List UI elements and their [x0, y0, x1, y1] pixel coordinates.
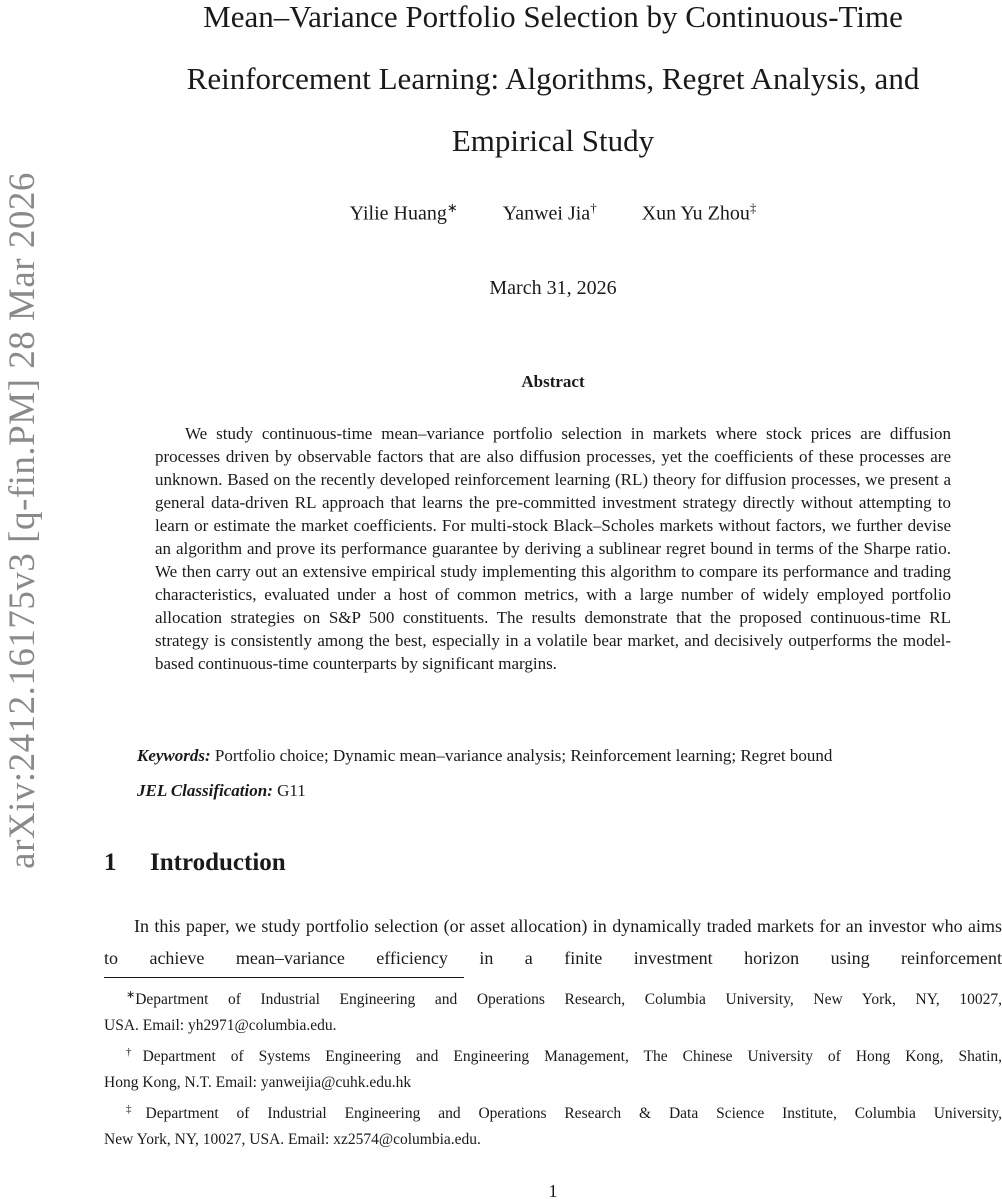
author-list	[104, 200, 1002, 226]
keywords-label: Keywords:	[137, 746, 211, 765]
footnote-3-line-1	[104, 1096, 1002, 1127]
footnote-1-text-1: Department of Industrial Engineering and Operations Research, Columbia University, New York, NY, 10027,	[135, 991, 1002, 1008]
author-2-footnote-mark: †	[590, 200, 597, 215]
author-3-name: Xun Yu Zhou	[642, 203, 750, 225]
author-1-footnote-mark: ∗	[447, 200, 458, 215]
footnote-3	[104, 1096, 1002, 1153]
section-heading-introduction	[104, 849, 286, 877]
footnote-3-text-1: Department of Industrial Engineering and Operations Research & Data Science Institute, Columbia University,	[146, 1105, 1002, 1122]
abstract-text: We study continuous-time mean–variance portfolio selection in markets where stock prices are diffusion processes driven by observable factors that are also diffusion processes, yet the coefficients of these processes are unknown. Based on the recently developed reinforcement learning (RL) theory for diffusion processes, we present a general data-driven RL approach that learns the pre-committed investment strategy directly without attempting to learn or estimate the market coefficients. For multi-stock Black–Scholes markets without factors, we further devise an algorithm and prove its performance guarantee by deriving a sublinear regret bound in terms of the Sharpe ratio. We then carry out an extensive empirical study implementing this algorithm to compare its performance and trading characteristics, evaluated under a host of common metrics, with a large number of widely employed portfolio allocation strategies on S&P 500 constituents. The results demonstrate that the proposed continuous-time RL strategy is consistently among the best, especially in a volatile bear market, and decisively outperforms the model-based continuous-time counterparts by significant margins.	[155, 422, 951, 675]
arxiv-identifier-text: arXiv:2412.16175v3 [q-fin.PM] 28 Mar 2026	[1, 172, 44, 869]
author-1	[350, 200, 458, 226]
section-number: 1	[104, 849, 150, 877]
footnote-1-text-2: USA. Email: yh2971@columbia.edu.	[104, 1013, 1002, 1039]
arxiv-identifier-stamp	[0, 150, 44, 890]
publication-date: March 31, 2026	[104, 277, 1002, 300]
footnotes	[104, 982, 1002, 1153]
author-2	[503, 200, 597, 226]
footnote-2-line-1	[104, 1039, 1002, 1070]
jel-label: JEL Classification:	[137, 781, 273, 800]
title-line-1: Mean–Variance Portfolio Selection by Continuous-Time	[104, 0, 1002, 48]
footnote-3-text-2: New York, NY, 10027, USA. Email: xz2574@columbia.edu.	[104, 1127, 1002, 1153]
footnote-2-text-1: Department of Systems Engineering and Engineering Management, The Chinese University of Hong Kong, Shatin,	[143, 1048, 1002, 1065]
keywords-text: Portfolio choice; Dynamic mean–variance analysis; Reinforcement learning; Regret bound	[215, 746, 832, 765]
section-title: Introduction	[150, 849, 286, 876]
keywords-line	[137, 744, 1002, 767]
title-line-3: Empirical Study	[104, 110, 1002, 172]
footnote-1-line-1	[104, 982, 1002, 1013]
title-line-2: Reinforcement Learning: Algorithms, Regret Analysis, and	[104, 48, 1002, 110]
author-3	[642, 200, 757, 226]
author-1-name: Yilie Huang	[350, 203, 447, 225]
author-3-footnote-mark: ‡	[750, 200, 757, 215]
footnote-3-mark: ‡	[126, 1103, 146, 1115]
abstract-heading: Abstract	[104, 372, 1002, 392]
page-number: 1	[104, 1181, 1002, 1202]
footnote-2	[104, 1039, 1002, 1096]
footnote-2-mark: †	[126, 1046, 143, 1058]
jel-classification-line	[137, 779, 1002, 802]
footnote-2-text-2: Hong Kong, N.T. Email: yanweijia@cuhk.edu.hk	[104, 1070, 1002, 1096]
footnote-1-mark: ∗	[126, 989, 135, 1001]
paper-title	[104, 0, 1002, 172]
author-2-name: Yanwei Jia	[503, 203, 590, 225]
jel-code: G11	[277, 781, 306, 800]
footnote-divider	[104, 977, 464, 978]
footnote-1	[104, 982, 1002, 1039]
introduction-paragraph: In this paper, we study portfolio selection (or asset allocation) in dynamically traded markets for an investor who aims to achieve mean–variance efficiency in a finite investment horizon using reinforcement	[104, 910, 1002, 974]
